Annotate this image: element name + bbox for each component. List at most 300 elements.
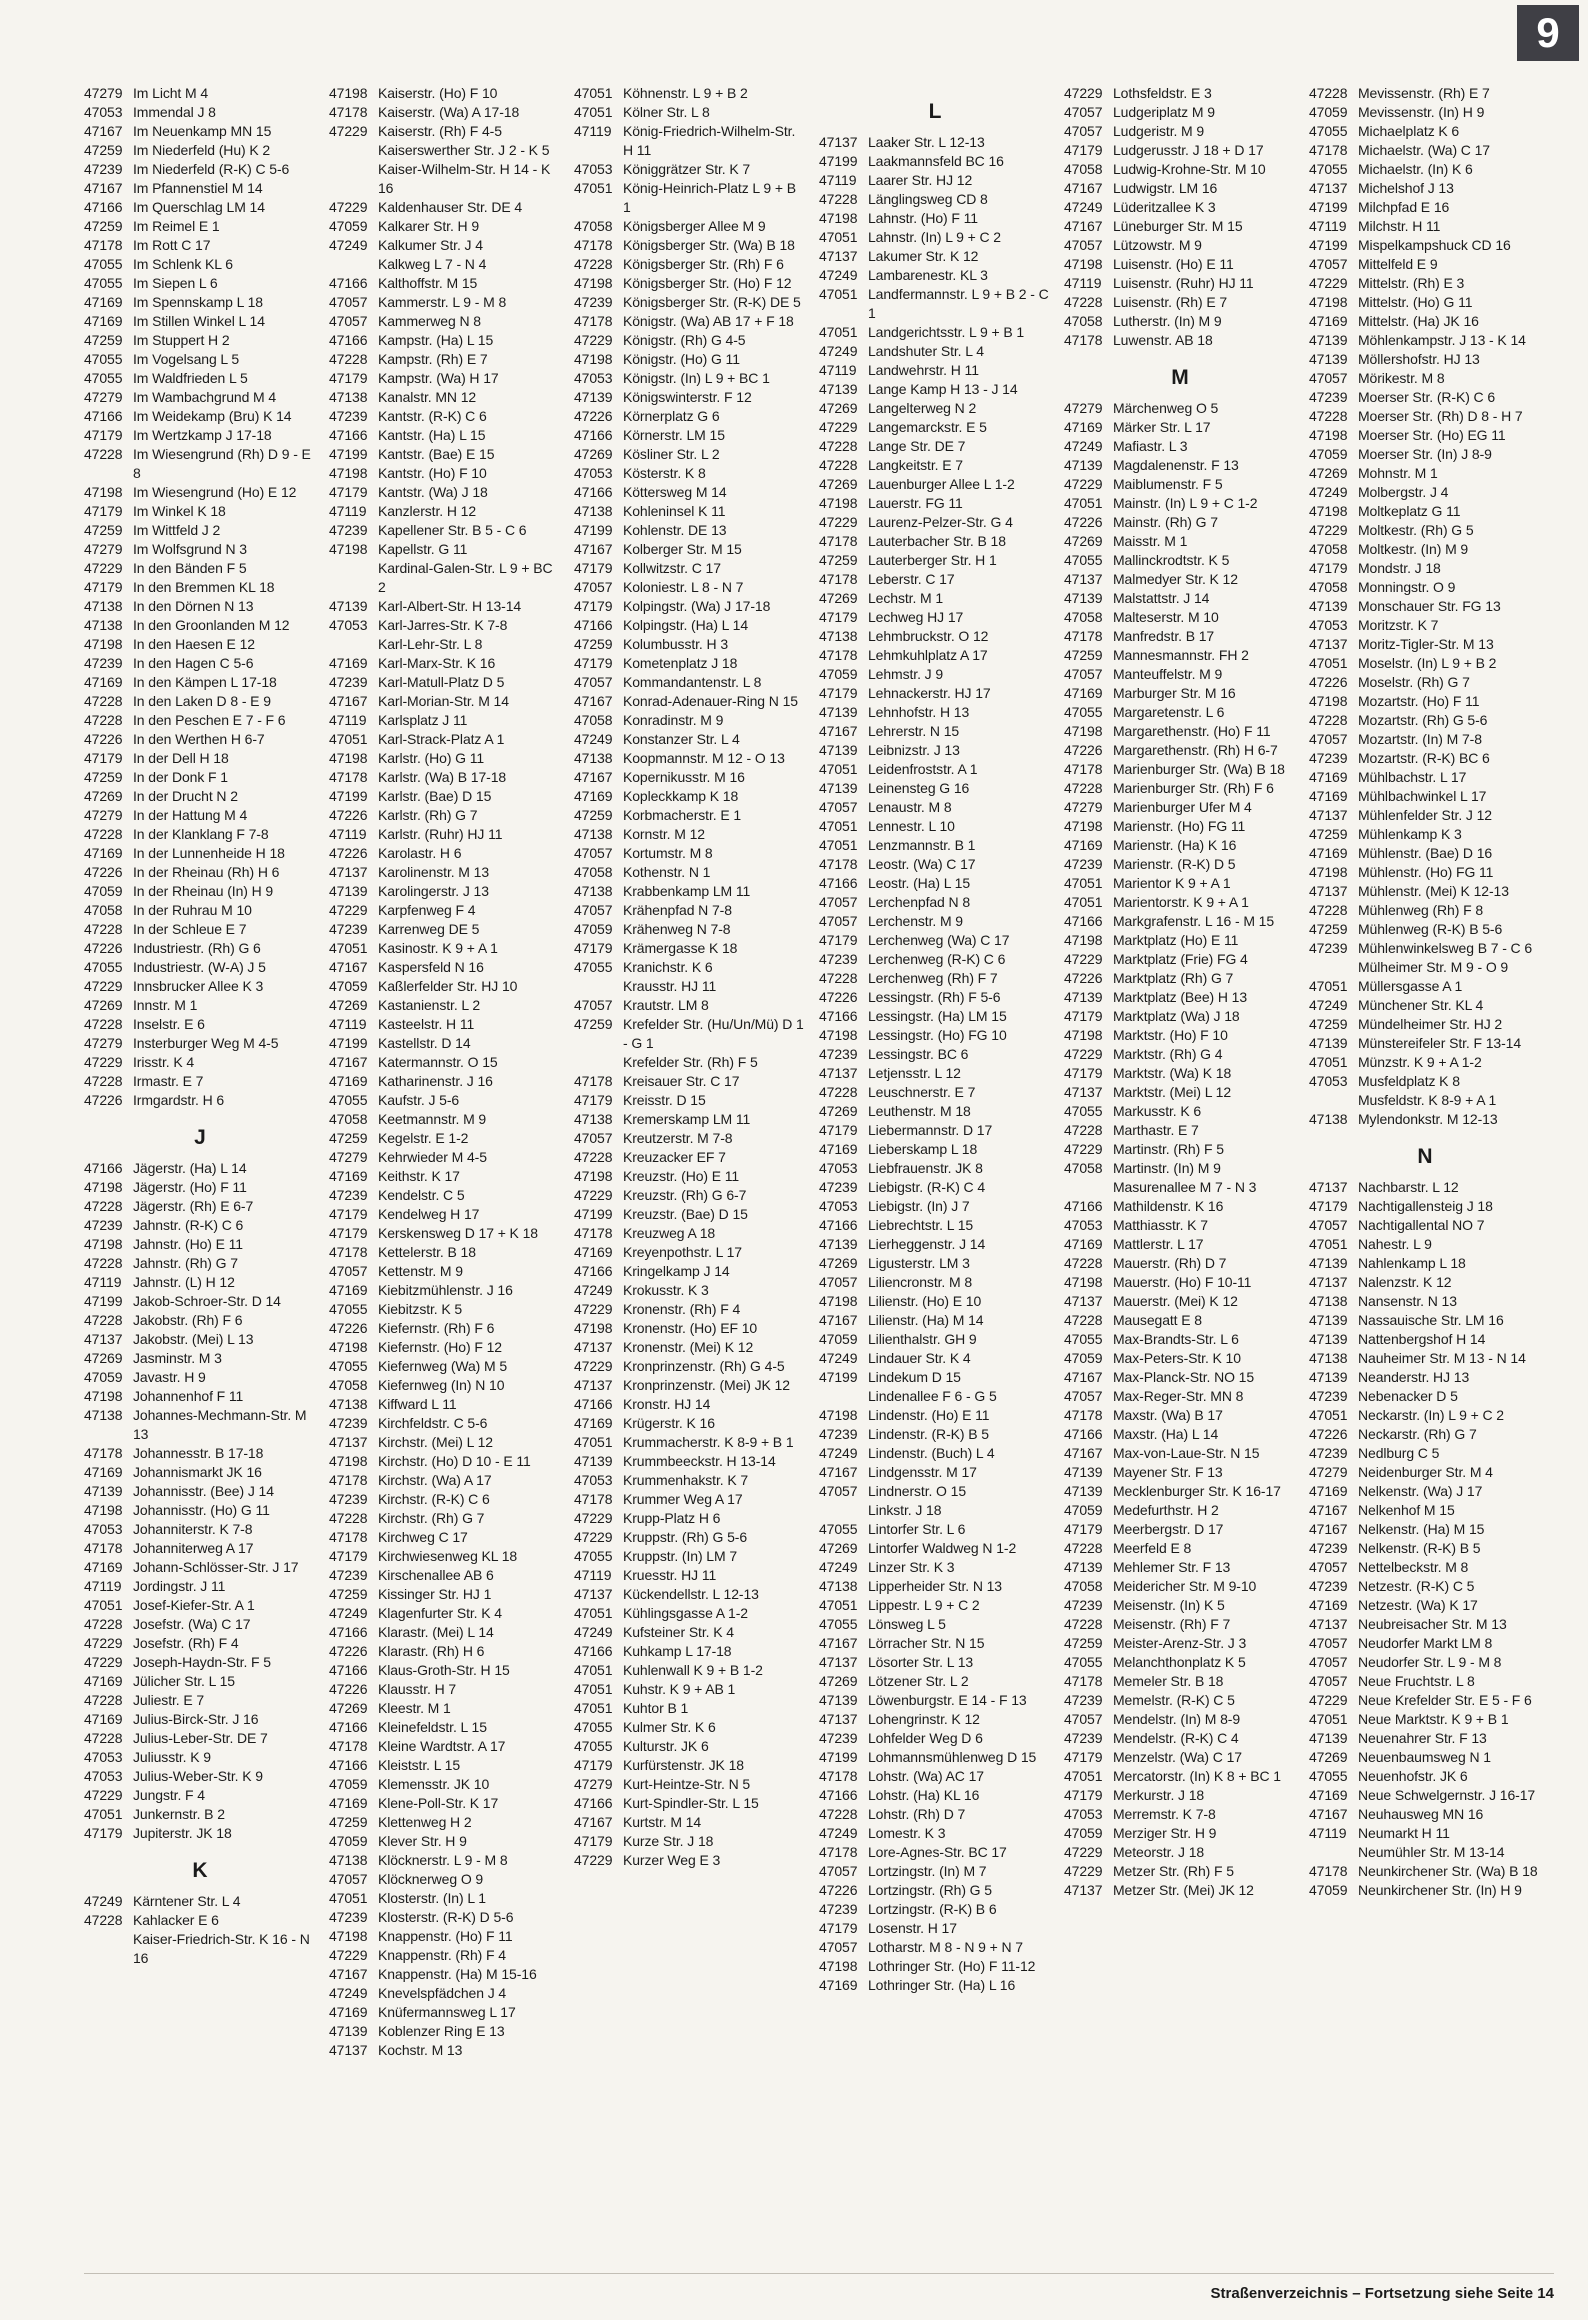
street-name: Jahnstr. (Ho) E 11	[133, 1236, 243, 1252]
street-entry	[1309, 749, 1541, 768]
street-name: Neanderstr. HJ 13	[1358, 1369, 1470, 1385]
street-name: In der Drucht N 2	[133, 788, 238, 804]
postal-code: 47179	[1064, 1008, 1103, 1024]
street-name: Milchpfad E 16	[1358, 199, 1450, 215]
postal-code: 47166	[574, 617, 613, 633]
street-entry	[819, 418, 1051, 437]
street-name: Maxstr. (Ha) L 14	[1113, 1426, 1219, 1442]
street-name: Leuthenstr. M 18	[868, 1103, 971, 1119]
street-entry	[1309, 635, 1541, 654]
postal-code: 47249	[1064, 438, 1103, 454]
street-name: Nachbarstr. L 12	[1358, 1179, 1459, 1195]
postal-code: 47178	[819, 856, 858, 872]
postal-code: 47239	[1309, 1540, 1348, 1556]
street-entry	[1064, 1805, 1296, 1824]
street-entry	[574, 179, 806, 217]
street-entry	[1309, 1216, 1541, 1235]
street-name: Knüfermannsweg L 17	[378, 2004, 516, 2020]
postal-code: 47198	[329, 541, 368, 557]
street-entry	[1064, 1482, 1296, 1501]
street-name: Lindgensstr. M 17	[868, 1464, 977, 1480]
street-name: Klosterstr. (R-K) D 5-6	[378, 1909, 514, 1925]
street-name: Mauerstr. (Ho) F 10-11	[1113, 1274, 1252, 1290]
street-entry	[574, 1528, 806, 1547]
street-entry	[819, 475, 1051, 494]
street-entry	[329, 996, 561, 1015]
street-entry	[1309, 103, 1541, 122]
street-entry	[329, 616, 561, 635]
street-entry	[1064, 1349, 1296, 1368]
postal-code: 47137	[819, 248, 858, 264]
postal-code: 47167	[84, 123, 123, 139]
postal-code: 47179	[329, 1225, 368, 1241]
postal-code: 47199	[84, 1293, 123, 1309]
street-entry	[1064, 475, 1296, 494]
street-entry	[329, 1756, 561, 1775]
street-name: Konrad-Adenauer-Ring N 15	[623, 693, 798, 709]
street-entry	[329, 540, 561, 559]
street-name: Marienstr. (R-K) D 5	[1113, 856, 1236, 872]
street-entry	[819, 247, 1051, 266]
postal-code: 47058	[1064, 1160, 1103, 1176]
street-name: Molbergstr. J 4	[1358, 484, 1449, 500]
postal-code: 47139	[1309, 332, 1348, 348]
street-name: Jungstr. F 4	[133, 1787, 205, 1803]
footer-text: Straßenverzeichnis – Fortsetzung siehe Seite 14	[1210, 2285, 1554, 2302]
street-name: Kissinger Str. HJ 1	[378, 1586, 492, 1602]
street-name: Neue Krefelder Str. E 5 - F 6	[1358, 1692, 1532, 1708]
street-entry	[574, 578, 806, 597]
street-name: Meister-Arenz-Str. J 3	[1113, 1635, 1247, 1651]
street-name: Lenzmannstr. B 1	[868, 837, 976, 853]
postal-code: 47055	[574, 959, 613, 975]
street-entry	[1064, 570, 1296, 589]
street-name: Liebigstr. (R-K) C 4	[868, 1179, 986, 1195]
postal-code: 47226	[84, 731, 123, 747]
postal-code: 47199	[1309, 199, 1348, 215]
street-entry	[1309, 1235, 1541, 1254]
street-entry	[1064, 1406, 1296, 1425]
street-entry	[574, 825, 806, 844]
street-entry	[819, 380, 1051, 399]
postal-code: 47058	[84, 902, 123, 918]
street-name: Kronenstr. (Rh) F 4	[623, 1301, 741, 1317]
street-entry	[84, 635, 316, 654]
street-entry	[84, 901, 316, 920]
street-entry	[1309, 1387, 1541, 1406]
street-name: Merremstr. K 7-8	[1113, 1806, 1216, 1822]
street-entry	[329, 749, 561, 768]
street-name: Mozartstr. (Rh) G 5-6	[1358, 712, 1488, 728]
street-entry	[819, 969, 1051, 988]
street-name: Lehmbruckstr. O 12	[868, 628, 989, 644]
street-name: Mühlenstr. (Bae) D 16	[1358, 845, 1493, 861]
postal-code: 47229	[1064, 951, 1103, 967]
street-entry	[574, 1623, 806, 1642]
street-entry	[819, 893, 1051, 912]
postal-code: 47199	[329, 446, 368, 462]
postal-code: 47059	[329, 1833, 368, 1849]
street-name: Moerser Str. (Rh) D 8 - H 7	[1358, 408, 1523, 424]
street-name: Lakumer Str. K 12	[868, 248, 979, 264]
street-entry	[819, 1254, 1051, 1273]
street-entry	[1309, 369, 1541, 388]
postal-code: 47169	[329, 655, 368, 671]
street-name: Lehnackerstr. HJ 17	[868, 685, 991, 701]
street-entry	[819, 1634, 1051, 1653]
postal-code: 47055	[1064, 1654, 1103, 1670]
street-entry	[329, 293, 561, 312]
street-name: Michelshof J 13	[1358, 180, 1454, 196]
street-name: Karl-Matull-Platz D 5	[378, 674, 505, 690]
postal-code: 47053	[84, 1768, 123, 1784]
section-letter: N	[1417, 1145, 1433, 1168]
street-name: Krummenhakstr. K 7	[623, 1472, 749, 1488]
street-entry	[1309, 141, 1541, 160]
postal-code: 47058	[1064, 1578, 1103, 1594]
street-entry	[1064, 1558, 1296, 1577]
postal-code: 47166	[1064, 1198, 1103, 1214]
street-entry	[329, 654, 561, 673]
postal-code: 47228	[574, 1149, 613, 1165]
postal-code: 47239	[84, 655, 123, 671]
postal-code: 47229	[84, 1054, 123, 1070]
postal-code: 47239	[329, 674, 368, 690]
street-name: Max-von-Laue-Str. N 15	[1113, 1445, 1260, 1461]
street-entry	[84, 1892, 316, 1911]
postal-code: 47051	[819, 761, 858, 777]
postal-code: 47178	[329, 1529, 368, 1545]
street-entry	[1064, 456, 1296, 475]
postal-code: 47269	[819, 400, 858, 416]
street-entry	[819, 342, 1051, 361]
postal-code: 47226	[84, 1092, 123, 1108]
street-name: Kendelweg H 17	[378, 1206, 480, 1222]
street-name: In der Rheinau (In) H 9	[133, 883, 274, 899]
postal-code: 47119	[819, 362, 857, 378]
street-entry	[819, 1292, 1051, 1311]
street-entry	[819, 266, 1051, 285]
street-entry	[574, 1414, 806, 1433]
street-name: Meisenstr. (Rh) F 7	[1113, 1616, 1231, 1632]
street-name: Kerskensweg D 17 + K 18	[378, 1225, 538, 1241]
postal-code: 47179	[819, 609, 858, 625]
postal-code: 47178	[1064, 1407, 1103, 1423]
street-entry	[84, 1015, 316, 1034]
street-name: Marktplatz (Rh) G 7	[1113, 970, 1234, 986]
street-name: Kulmer Str. K 6	[623, 1719, 716, 1735]
postal-code: 47051	[1064, 875, 1103, 891]
postal-code: 47228	[819, 457, 858, 473]
street-entry	[1064, 1786, 1296, 1805]
postal-code: 47137	[1064, 571, 1103, 587]
street-name: Moritz-Tigler-Str. M 13	[1358, 636, 1494, 652]
street-name: Lohstr. (Wa) AC 17	[868, 1768, 984, 1784]
street-entry	[574, 977, 806, 996]
postal-code: 47058	[329, 1111, 368, 1127]
street-entry	[1064, 513, 1296, 532]
street-entry	[84, 103, 316, 122]
street-name: Jägerstr. (Ho) F 11	[133, 1179, 247, 1195]
postal-code: 47259	[1309, 921, 1348, 937]
street-entry	[819, 133, 1051, 152]
street-entry	[1309, 122, 1541, 141]
postal-code: 47167	[1064, 1445, 1103, 1461]
postal-code: 47198	[84, 1236, 123, 1252]
street-name: Kufsteiner Str. K 4	[623, 1624, 734, 1640]
street-name: Neumarkt H 11	[1358, 1825, 1450, 1841]
street-entry	[1309, 730, 1541, 749]
street-entry	[574, 1129, 806, 1148]
street-name: Lindekum D 15	[868, 1369, 961, 1385]
street-entry	[574, 1851, 806, 1870]
street-name: Karolinenstr. M 13	[378, 864, 490, 880]
street-entry	[819, 1558, 1051, 1577]
street-name: Klene-Poll-Str. K 17	[378, 1795, 499, 1811]
postal-code: 47139	[1309, 1312, 1348, 1328]
street-entry	[1309, 673, 1541, 692]
street-name: Johannismarkt JK 16	[133, 1464, 262, 1480]
street-entry	[1309, 1425, 1541, 1444]
street-entry	[574, 1319, 806, 1338]
postal-code: 47059	[819, 666, 858, 682]
street-name: Kaiserstr. (Rh) F 4-5	[378, 123, 502, 139]
postal-code: 47051	[574, 180, 613, 196]
street-name: Mevissenstr. (Rh) E 7	[1358, 85, 1490, 101]
street-entry	[329, 350, 561, 369]
postal-code: 47169	[329, 2004, 368, 2020]
street-name: Im Pfannenstiel M 14	[133, 180, 263, 196]
postal-code: 47057	[1064, 237, 1103, 253]
postal-code: 47053	[1309, 1073, 1348, 1089]
street-name: Katharinenstr. J 16	[378, 1073, 493, 1089]
postal-code: 47057	[1309, 370, 1348, 386]
street-name: Lange Str. DE 7	[868, 438, 966, 454]
street-name: Mittelstr. (Ha) JK 16	[1358, 313, 1479, 329]
street-name: Lutherstr. (In) M 9	[1113, 313, 1222, 329]
postal-code: 47249	[329, 237, 368, 253]
postal-code: 47167	[1309, 1502, 1348, 1518]
postal-code: 47229	[1064, 1046, 1103, 1062]
street-entry	[329, 103, 561, 122]
postal-code: 47167	[819, 1312, 858, 1328]
street-entry	[819, 532, 1051, 551]
postal-code: 47166	[329, 427, 368, 443]
street-entry	[574, 274, 806, 293]
street-name: Nahestr. L 9	[1358, 1236, 1432, 1252]
postal-code: 47229	[329, 1947, 368, 1963]
postal-code: 47058	[1309, 541, 1348, 557]
postal-code: 47057	[574, 845, 613, 861]
street-name: Lenaustr. M 8	[868, 799, 952, 815]
street-entry	[1064, 255, 1296, 274]
postal-code: 47057	[574, 902, 613, 918]
street-entry	[1309, 388, 1541, 407]
footer	[1211, 2285, 1554, 2302]
street-entry	[84, 1911, 316, 1930]
postal-code: 47166	[819, 1217, 858, 1233]
street-entry	[819, 1672, 1051, 1691]
postal-code: 47169	[1309, 788, 1348, 804]
postal-code: 47226	[1064, 742, 1103, 758]
street-entry	[1064, 1596, 1296, 1615]
street-entry	[329, 1433, 561, 1452]
street-name: Langkeitstr. E 7	[868, 457, 963, 473]
street-entry	[574, 1376, 806, 1395]
street-entry	[329, 1129, 561, 1148]
street-name: In der Dell H 18	[133, 750, 229, 766]
street-entry	[329, 407, 561, 426]
postal-code: 47259	[819, 552, 858, 568]
street-name: Jakobstr. (Mei) L 13	[133, 1331, 254, 1347]
street-entry	[1064, 1710, 1296, 1729]
postal-code: 47139	[1309, 1255, 1348, 1271]
street-entry	[329, 730, 561, 749]
postal-code: 47279	[84, 807, 123, 823]
postal-code: 47249	[819, 343, 858, 359]
postal-code: 47178	[1064, 332, 1103, 348]
postal-code: 47059	[1309, 104, 1348, 120]
postal-code: 47051	[1309, 1407, 1348, 1423]
street-name: Innsbrucker Allee K 3	[133, 978, 264, 994]
postal-code: 47228	[84, 1312, 123, 1328]
street-name: Mühlenweg (R-K) B 5-6	[1358, 921, 1503, 937]
postal-code: 47259	[329, 1814, 368, 1830]
street-entry	[819, 1387, 1051, 1406]
postal-code: 47239	[1309, 750, 1348, 766]
postal-code: 47229	[1064, 1863, 1103, 1879]
street-entry	[1309, 1862, 1541, 1881]
street-entry	[84, 1501, 316, 1520]
street-entry	[819, 1900, 1051, 1919]
street-entry	[819, 950, 1051, 969]
street-entry	[329, 882, 561, 901]
street-name: Leuschnerstr. E 7	[868, 1084, 976, 1100]
street-name: Lilienthalstr. GH 9	[868, 1331, 977, 1347]
street-entry	[329, 2041, 561, 2060]
postal-code: 47179	[574, 560, 613, 576]
street-name: Krupp-Platz H 6	[623, 1510, 721, 1526]
postal-code: 47228	[329, 351, 368, 367]
street-entry	[1309, 977, 1541, 996]
postal-code: 47259	[329, 1130, 368, 1146]
street-name: Kampstr. (Rh) E 7	[378, 351, 488, 367]
street-name: Kolberger Str. M 15	[623, 541, 742, 557]
street-entry	[819, 912, 1051, 931]
postal-code: 47051	[819, 1597, 858, 1613]
postal-code: 47226	[329, 1643, 368, 1659]
street-name: Netzestr. (R-K) C 5	[1358, 1578, 1475, 1594]
street-entry	[84, 350, 316, 369]
postal-code: 47198	[329, 750, 368, 766]
street-name: Lange Kamp H 13 - J 14	[868, 381, 1018, 397]
street-name: Kreuzweg A 18	[623, 1225, 716, 1241]
postal-code: 47059	[1064, 1825, 1103, 1841]
street-entry	[1309, 578, 1541, 597]
street-name: Johannisstr. (Bee) J 14	[133, 1483, 274, 1499]
street-entry	[574, 654, 806, 673]
street-entry	[819, 589, 1051, 608]
street-entry	[1309, 1197, 1541, 1216]
street-entry	[574, 1661, 806, 1680]
street-name: Klarastr. (Mei) L 14	[378, 1624, 494, 1640]
postal-code: 47051	[1309, 1054, 1348, 1070]
street-entry	[84, 1577, 316, 1596]
street-name: Kärntener Str. L 4	[133, 1893, 241, 1909]
street-entry	[819, 1368, 1051, 1387]
street-entry	[1309, 1330, 1541, 1349]
postal-code: 47051	[1309, 978, 1348, 994]
street-entry	[1064, 1843, 1296, 1862]
street-entry	[819, 456, 1051, 475]
street-name: Kurfürstenstr. JK 18	[623, 1757, 744, 1773]
street-name: Manteuffelstr. M 9	[1113, 666, 1223, 682]
postal-code: 47279	[84, 85, 123, 101]
street-name: Keithstr. K 17	[378, 1168, 460, 1184]
postal-code: 47269	[574, 446, 613, 462]
street-name: Mecklenburger Str. K 16-17	[1113, 1483, 1281, 1499]
postal-code: 47228	[1064, 294, 1103, 310]
street-name: Karl-Lehr-Str. L 8	[378, 636, 483, 652]
street-entry	[84, 1216, 316, 1235]
street-entry	[574, 1281, 806, 1300]
street-entry	[574, 616, 806, 635]
street-entry	[819, 1444, 1051, 1463]
postal-code: 47226	[329, 1320, 368, 1336]
street-entry	[1309, 1368, 1541, 1387]
postal-code: 47239	[1309, 1388, 1348, 1404]
street-entry	[1064, 722, 1296, 741]
street-entry	[574, 1680, 806, 1699]
street-entry	[574, 882, 806, 901]
street-name: Kurze Str. J 18	[623, 1833, 714, 1849]
street-entry	[819, 1976, 1051, 1995]
street-entry	[84, 1292, 316, 1311]
street-name: Königswinterstr. F 12	[623, 389, 752, 405]
street-name: Lintorfer Waldweg N 1-2	[868, 1540, 1017, 1556]
postal-code: 47166	[574, 427, 613, 443]
street-name: Nelkenhof M 15	[1358, 1502, 1455, 1518]
postal-code: 47228	[84, 1255, 123, 1271]
street-name: Jägerstr. (Ha) L 14	[133, 1160, 247, 1176]
postal-code: 47053	[574, 370, 613, 386]
street-name: Lieberskamp L 18	[868, 1141, 978, 1157]
page-number-badge	[1517, 5, 1579, 61]
postal-code: 47198	[329, 465, 368, 481]
postal-code: 47259	[1064, 647, 1103, 663]
postal-code: 47058	[574, 864, 613, 880]
street-entry	[574, 939, 806, 958]
postal-code: 47198	[329, 85, 368, 101]
postal-code: 47239	[329, 1187, 368, 1203]
street-entry	[84, 730, 316, 749]
street-entry	[84, 1596, 316, 1615]
street-entry	[329, 1091, 561, 1110]
street-name: Kreuzstr. (Rh) G 6-7	[623, 1187, 747, 1203]
street-entry	[84, 806, 316, 825]
postal-code: 47057	[819, 1939, 858, 1955]
street-entry	[574, 1547, 806, 1566]
postal-code: 47055	[574, 1548, 613, 1564]
street-entry	[574, 1205, 806, 1224]
street-entry	[574, 521, 806, 540]
street-entry	[819, 1843, 1051, 1862]
street-name: Menzelstr. (Wa) C 17	[1113, 1749, 1242, 1765]
street-entry	[1064, 198, 1296, 217]
street-entry	[329, 1148, 561, 1167]
street-name: Lohmannsmühlenweg D 15	[868, 1749, 1037, 1765]
postal-code: 47198	[819, 210, 858, 226]
